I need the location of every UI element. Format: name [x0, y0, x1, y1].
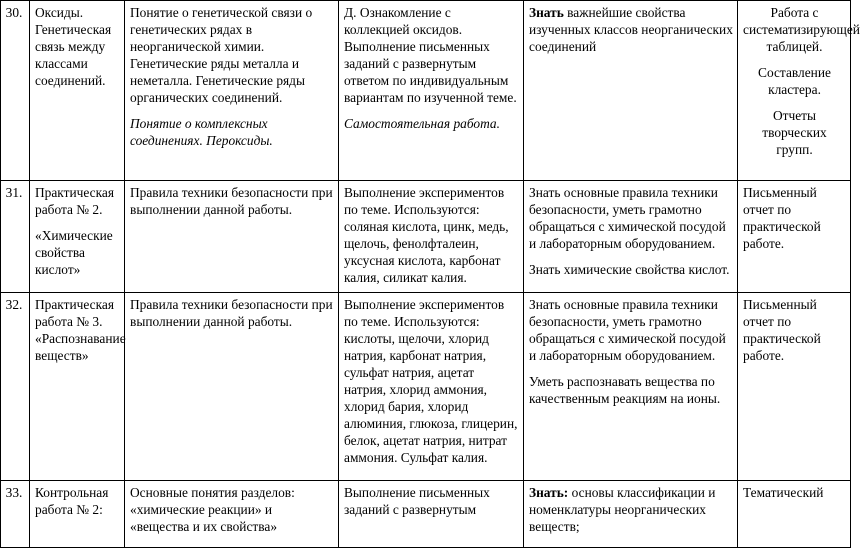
- activity-cell: Выполнение письменных заданий с развернутым: [339, 481, 524, 548]
- requirements-cell: [524, 293, 738, 481]
- topic-cell: Контрольная работа № 2:: [30, 481, 125, 548]
- requirements-keyword: Знать: [529, 5, 564, 20]
- table-row: [1, 1, 851, 181]
- control-cell: Письменный отчет по практической работе.: [738, 181, 851, 293]
- table-row: [1, 181, 851, 293]
- row-number: 33.: [1, 481, 30, 548]
- requirements-keyword: Знать:: [529, 485, 569, 500]
- control-paragraph: Работа с систематизирующей таблицей.: [743, 5, 860, 54]
- activity-cell: Выполнение экспериментов по теме. Используются: соляная кислота, цинк, медь, щелочь, фенолфталеин, уксусная кислота, карбонат калия, силикат калия.: [339, 181, 524, 293]
- requirements-cell: [524, 481, 738, 548]
- topic-cell: Оксиды. Генетическая связь между классами соединений.: [30, 1, 125, 181]
- requirements-paragraph: Знать основные правила техники безопасности, уметь грамотно обращаться с химической посудой и лабораторным оборудованием.: [529, 297, 726, 363]
- table-row: [1, 481, 851, 548]
- content-paragraph: Понятие о генетической связи о генетических рядах в неорганической химии. Генетические ряды металла и неметалла. Генетические ряды органических соединений.: [130, 5, 313, 105]
- requirements-text: основы классификации и номенклатуры неорганических веществ;: [529, 485, 716, 534]
- content-cell: Правила техники безопасности при выполнении данной работы.: [125, 181, 339, 293]
- row-number: 31.: [1, 181, 30, 293]
- row-number: 30.: [1, 1, 30, 181]
- control-paragraph: Составление кластера.: [758, 65, 831, 97]
- requirements-cell: [524, 1, 738, 181]
- control-cell: Тематический: [738, 481, 851, 548]
- topic-cell: Практическая работа № 3. «Распознавание веществ»: [30, 293, 125, 481]
- topic-cell: [30, 181, 125, 293]
- content-cell: Правила техники безопасности при выполнении данной работы.: [125, 293, 339, 481]
- requirements-paragraph: Знать химические свойства кислот.: [529, 262, 730, 277]
- requirements-cell: [524, 181, 738, 293]
- activity-paragraph-italic: Самостоятельная работа.: [344, 116, 500, 131]
- topic-paragraph: «Химические свойства кислот»: [35, 228, 113, 277]
- table-row: [1, 293, 851, 481]
- control-paragraph: Отчеты творческих групп.: [762, 108, 827, 157]
- activity-cell: [339, 1, 524, 181]
- requirements-paragraph: Уметь распознавать вещества по качественным реакциям на ионы.: [529, 374, 721, 406]
- requirements-paragraph: Знать основные правила техники безопасности, уметь грамотно обращаться с химической посудой и лабораторным оборудованием.: [529, 185, 726, 251]
- content-cell: [125, 1, 339, 181]
- control-cell: [738, 1, 860, 181]
- control-cell: Письменный отчет по практической работе.: [738, 293, 851, 481]
- requirements-paragraph: [529, 4, 733, 55]
- row-number: 32.: [1, 293, 30, 481]
- activity-cell: Выполнение экспериментов по теме. Используются: кислоты, щелочи, хлорид натрия, карбонат натрия, сульфат натрия, ацетат натрия, хлорид аммония, хлорид бария, хлорид алюминия, глюкоза, глицерин, белок, ацетат натрия, нитрат аммония. Сульфат калия.: [339, 293, 524, 481]
- content-paragraph-italic: Понятие о комплексных соединениях. Пероксиды.: [130, 116, 273, 148]
- topic-paragraph: Практическая работа № 2.: [35, 185, 115, 217]
- requirements-text: важнейшие свойства изученных классов неорганических соединений: [529, 5, 733, 54]
- activity-paragraph: Д. Ознакомление с коллекцией оксидов. Выполнение письменных заданий с развернутым ответом по индивидуальным вариантам по изученной теме.: [344, 5, 517, 105]
- content-cell: Основные понятия разделов: «химические реакции» и «вещества и их свойства»: [125, 481, 339, 548]
